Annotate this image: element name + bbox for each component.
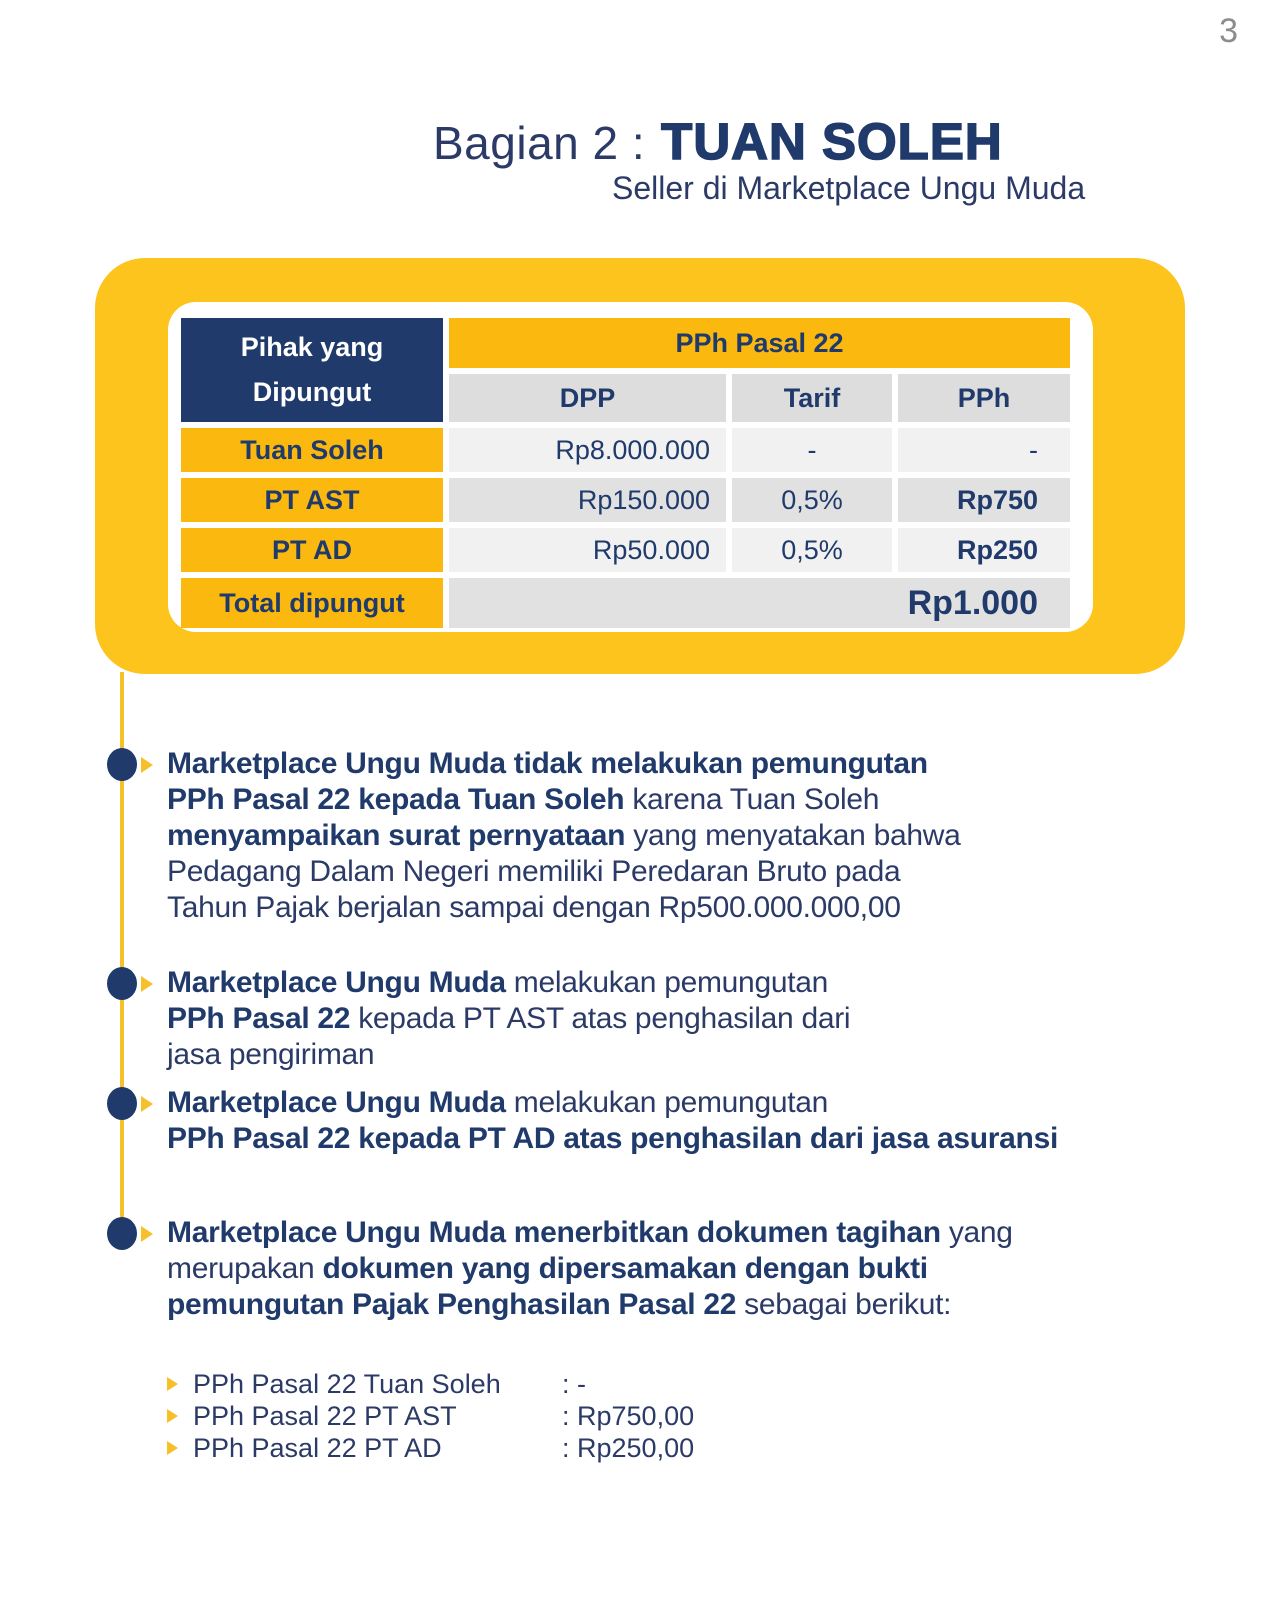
table-cell-pph: Rp750 (898, 478, 1070, 522)
page-subtitle: Seller di Marketplace Ungu Muda (612, 170, 1086, 206)
text-line (167, 1121, 1220, 1157)
text-line (167, 818, 1220, 854)
bullet-dot-icon (107, 1217, 137, 1250)
text-segment: yang menyatakan bahwa (625, 819, 961, 852)
document-list (167, 1368, 694, 1464)
page-number: 3 (1219, 12, 1238, 50)
column-header-tarif: Tarif (732, 374, 892, 422)
total-row-value: Rp1.000 (449, 578, 1070, 628)
bullet-text (167, 1215, 1220, 1323)
text-segment: yang (940, 1216, 1013, 1249)
list-marker-icon (167, 1441, 178, 1455)
tax-table (181, 318, 1070, 628)
bullet-dot-icon (107, 748, 137, 781)
table-cell-dpp: Rp8.000.000 (449, 428, 726, 472)
bullet-arrow-icon (141, 1096, 153, 1112)
table-cell-dpp: Rp50.000 (449, 528, 726, 572)
table-cell-pph: Rp250 (898, 528, 1070, 572)
list-marker-icon (167, 1377, 178, 1391)
list-marker-icon (167, 1409, 178, 1423)
text-line (167, 1287, 1220, 1323)
list-item-label: PPh Pasal 22 PT AST (193, 1400, 457, 1431)
table-cell-tarif: - (732, 428, 892, 472)
table-cell-dpp: Rp150.000 (449, 478, 726, 522)
title-prefix: Bagian 2 : (433, 117, 646, 169)
text-segment: kepada PT AST atas penghasilan dari (350, 1002, 851, 1035)
list-item (167, 1432, 694, 1464)
corner-header-line: Pihak yang (240, 332, 384, 362)
bullet-arrow-icon (141, 976, 153, 992)
summary-card (95, 258, 1185, 674)
text-segment: Pedagang Dalam Negeri memiliki Peredaran Bruto pada (167, 855, 901, 888)
summary-card-inner (168, 302, 1093, 632)
text-line (167, 1037, 1220, 1073)
list-item-label: PPh Pasal 22 PT AD (193, 1432, 442, 1463)
text-line (167, 782, 1220, 818)
text-line (167, 965, 1220, 1001)
list-item-label: PPh Pasal 22 Tuan Soleh (193, 1368, 501, 1399)
table-cell-tarif: 0,5% (732, 478, 892, 522)
bullet-dot-icon (107, 967, 137, 1000)
timeline-item (0, 1085, 1220, 1157)
row-label: PT AST (181, 478, 443, 522)
text-segment: PPh Pasal 22 (167, 1002, 351, 1035)
table-cell-tarif: 0,5% (732, 528, 892, 572)
list-item (167, 1400, 694, 1432)
column-header-pph: PPh (898, 374, 1070, 422)
text-line (167, 746, 1220, 782)
table-cell-pph: - (898, 428, 1070, 472)
text-segment: PPh Pasal 22 kepada Tuan Soleh (167, 783, 625, 816)
text-segment: PPh Pasal 22 kepada PT AD atas penghasilan dari jasa asuransi (167, 1122, 1058, 1155)
text-segment: sebagai berikut: (736, 1288, 952, 1321)
text-line (167, 890, 1220, 926)
timeline-item (0, 1215, 1220, 1323)
bullet-text (167, 1085, 1220, 1157)
column-header-dpp: DPP (449, 374, 726, 422)
bullet-arrow-icon (141, 1226, 153, 1242)
bullet-text (167, 965, 1220, 1073)
table-group-header: PPh Pasal 22 (449, 318, 1070, 368)
text-segment: merupakan (167, 1252, 323, 1285)
bullet-dot-icon (107, 1087, 137, 1120)
text-segment: melakukan pemungutan (505, 1086, 829, 1119)
text-segment: Tahun Pajak berjalan sampai dengan Rp500.000.000,00 (167, 891, 901, 924)
text-line (167, 1251, 1220, 1287)
text-segment: menyampaikan surat pernyataan (167, 819, 626, 852)
list-item (167, 1368, 694, 1400)
text-segment: melakukan pemungutan (505, 966, 829, 999)
text-segment: karena Tuan Soleh (624, 783, 880, 816)
list-item-value: : Rp750,00 (562, 1400, 695, 1431)
text-line (167, 1001, 1220, 1037)
text-line (167, 1215, 1220, 1251)
table-corner-header (181, 318, 443, 422)
text-segment: Marketplace Ungu Muda (167, 966, 506, 999)
total-row-label: Total dipungut (181, 578, 443, 628)
text-segment: pemungutan Pajak Penghasilan Pasal 22 (167, 1288, 737, 1321)
text-line (167, 854, 1220, 890)
text-segment: Marketplace Ungu Muda tidak melakukan pemungutan (167, 747, 928, 780)
text-segment: dokumen yang dipersamakan dengan bukti (322, 1252, 928, 1285)
corner-header-line: Dipungut (252, 377, 372, 407)
timeline-item (0, 965, 1220, 1073)
text-line (167, 1085, 1220, 1121)
page-title (433, 112, 1003, 171)
bullet-arrow-icon (141, 757, 153, 773)
list-item-value: : - (562, 1368, 586, 1399)
text-segment: Marketplace Ungu Muda menerbitkan dokumen tagihan (167, 1216, 941, 1249)
text-segment: jasa pengiriman (167, 1038, 375, 1071)
title-main: TUAN SOLEH (661, 113, 1003, 170)
row-label: PT AD (181, 528, 443, 572)
timeline-item (0, 746, 1220, 926)
row-label: Tuan Soleh (181, 428, 443, 472)
bullet-text (167, 746, 1220, 926)
list-item-value: : Rp250,00 (562, 1432, 695, 1463)
text-segment: Marketplace Ungu Muda (167, 1086, 506, 1119)
